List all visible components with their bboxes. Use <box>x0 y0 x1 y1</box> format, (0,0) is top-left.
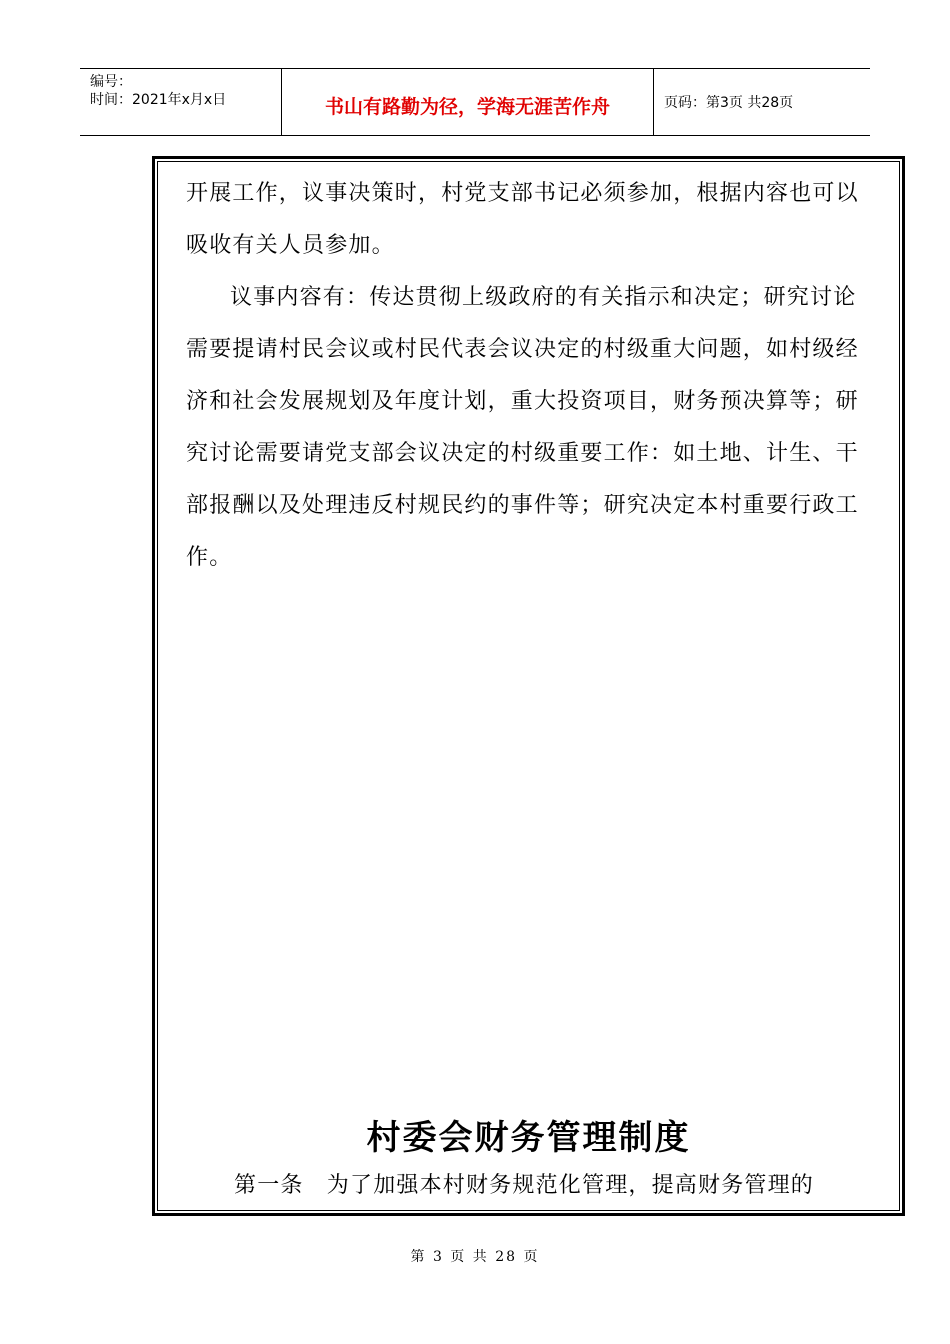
section-heading: 村委会财务管理制度 <box>366 1118 691 1158</box>
header-page-cell <box>654 69 870 135</box>
article-first-line: 第一条 为了加强本村财务规范化管理，提高财务管理的 <box>234 1173 815 1198</box>
page-header <box>80 68 870 136</box>
header-page-info: 页码：第3页 共28页 <box>664 95 794 111</box>
page-footer: 第 3 页 共 28 页 <box>410 1249 540 1265</box>
document-body <box>186 168 876 584</box>
body-paragraph: 议事内容有：传达贯彻上级政府的有关指示和决定；研究讨论需要提请村民会议或村民代表会议决定的村级重大问题，如村级经济和社会发展规划及年度计划，重大投资项目，财务预决算等；研究讨论需要请党支部会议决定的村级重要工作：如土地、计生、干部报酬以及处理违反村规民约的事件等；研究决定本村重要行政工作。 <box>186 285 859 570</box>
document-date: 时间：2021年x月x日 <box>90 92 227 108</box>
header-motto: 书山有路勤为径，学海无涯苦作舟 <box>324 95 610 118</box>
document-number: 编号： <box>90 74 132 90</box>
header-meta-cell <box>80 69 282 135</box>
body-paragraph: 开展工作，议事决策时，村党支部书记必须参加，根据内容也可以吸收有关人员参加。 <box>186 181 859 258</box>
header-motto-cell <box>282 69 654 135</box>
